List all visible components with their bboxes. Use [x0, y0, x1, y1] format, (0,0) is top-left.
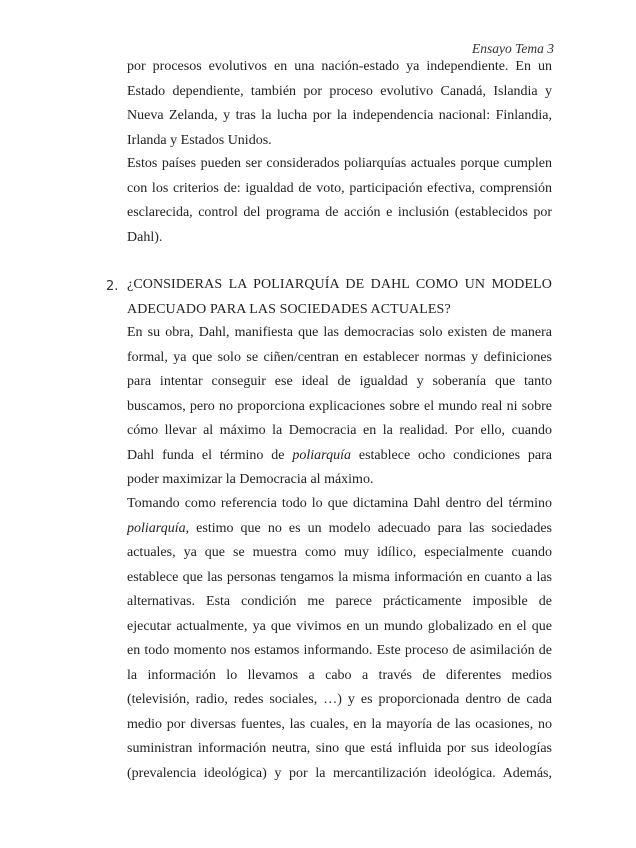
- paragraph-continuation: [127, 55, 552, 153]
- emphasized-term: poliarquía: [292, 447, 351, 463]
- text-line: esclarecida, control del programa de acción e inclusión (establecidos por: [127, 205, 552, 220]
- text-segment: establece ocho condiciones para: [350, 447, 552, 463]
- paragraph-dahl-work: [127, 321, 552, 493]
- text-line: Estos países pueden ser considerados poliarquías actuales porque cumplen: [127, 156, 552, 171]
- text-line: en todo momento nos estamos informando. Este proceso de asimilación de: [127, 643, 552, 658]
- text-line: [127, 517, 552, 542]
- question-heading: [127, 273, 552, 322]
- text-line: con los criterios de: igualdad de voto, participación efectiva, comprensión: [127, 180, 552, 196]
- text-segment: Dahl funda el término de: [127, 447, 293, 463]
- text-segment: , estimo que no es un modelo adecuado para las sociedades: [185, 520, 552, 536]
- text-line: la información lo llevamos a cabo a través de diferentes medios: [127, 667, 552, 683]
- text-line: cómo llevar al máximo la Democracia en la realidad. Por ello, cuando: [127, 423, 552, 438]
- text-line: En su obra, Dahl, manifiesta que las democracias solo existen de manera: [127, 325, 552, 340]
- text-line: Dahl).: [127, 229, 163, 245]
- text-line: [127, 444, 552, 469]
- text-line: Irlanda y Estados Unidos.: [127, 132, 272, 148]
- heading-line: ¿CONSIDERAS LA POLIARQUÍA DE DAHL COMO UN MODELO: [127, 277, 552, 292]
- text-line: Tomando como referencia todo lo que dictamina Dahl dentro del término: [127, 496, 552, 511]
- text-line: suministran información neutra, sino que está influida por sus ideologías: [127, 741, 552, 756]
- text-line: buscamos, pero no proporciona explicaciones sobre el mundo real ni sobre: [127, 398, 552, 414]
- text-line: formal, ya que solo se ciñen/centran en establecer normas y definiciones: [127, 349, 552, 365]
- text-line: (prevalencia ideológica) y por la mercantilización ideológica. Además,: [127, 765, 552, 781]
- paragraph-opinion: [127, 492, 552, 786]
- text-line: Nueva Zelanda, y tras la lucha por la independencia nacional: Finlandia,: [127, 108, 552, 123]
- text-line: ejecutar actualmente, ya que vivimos en un mundo globalizado en el que: [127, 618, 552, 634]
- text-line: alternativas. Esta condición me parece prácticamente imposible de: [127, 594, 552, 609]
- heading-line: ADECUADO PARA LAS SOCIEDADES ACTUALES?: [127, 301, 451, 317]
- text-line: (televisión, radio, redes sociales, …) y es proporcionada dentro de cada: [127, 692, 552, 707]
- running-header: Ensayo Tema 3: [471, 41, 554, 56]
- list-number: 2.: [106, 279, 119, 294]
- emphasized-term: poliarquía: [127, 520, 186, 536]
- text-line: actuales, ya que se muestra como muy idílico, especialmente cuando: [127, 545, 552, 560]
- text-line: para intentar conseguir ese ideal de igualdad y soberanía que tanto: [127, 374, 552, 389]
- text-line: Estado dependiente, también por proceso evolutivo Canadá, Islandia y: [127, 83, 552, 99]
- paragraph-polyarchies: [127, 152, 552, 250]
- text-line: por procesos evolutivos en una nación-estado ya independiente. En un: [127, 59, 552, 74]
- text-line: establece que las personas tengamos la misma información en cuanto a las: [127, 569, 552, 585]
- text-line: poder maximizar la Democracia al máximo.: [127, 472, 374, 487]
- text-line: medio por diversas fuentes, las cuales, en la mayoría de las ocasiones, no: [127, 716, 552, 732]
